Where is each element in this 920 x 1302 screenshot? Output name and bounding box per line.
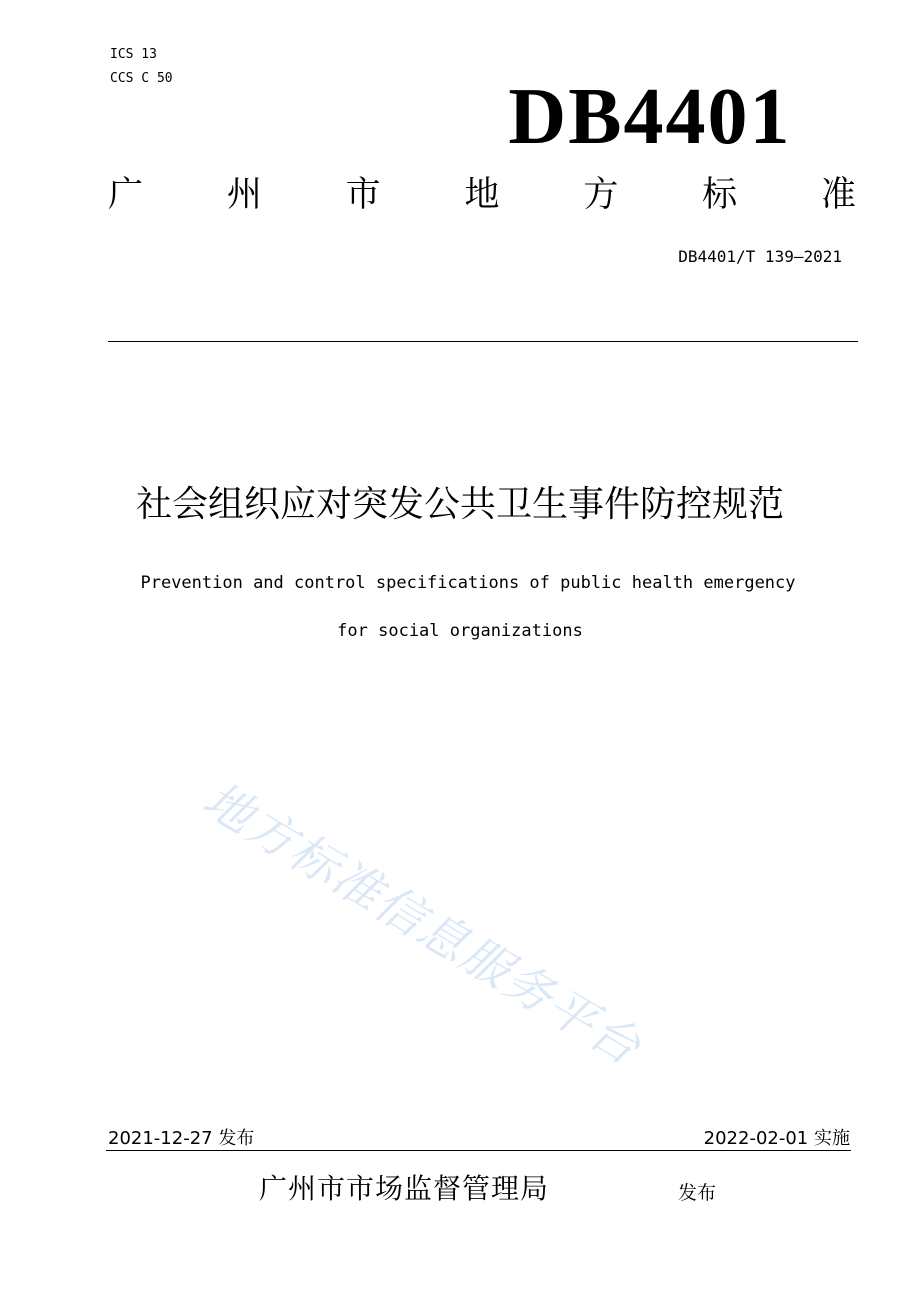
- issue-date: 2021-12-27 发布: [108, 1128, 255, 1149]
- publish-label: 发布: [678, 1182, 717, 1204]
- document-title-chinese: 社会组织应对突发公共卫生事件防控规范: [135, 484, 784, 525]
- standard-type-char: 地: [464, 175, 500, 215]
- document-title-english-line1: Prevention and control specifications of public health emergency: [140, 573, 796, 593]
- ics-code: ICS 13: [110, 47, 157, 62]
- standard-type-char: 州: [226, 175, 262, 215]
- top-divider: [108, 341, 858, 342]
- implementation-date: 2022-02-01 实施: [703, 1128, 850, 1149]
- document-title-english-line2: for social organizations: [337, 621, 583, 641]
- standard-type-char: 准: [820, 175, 856, 215]
- platform-watermark: 地方标准信息服务平台: [193, 771, 651, 1077]
- standard-type-char: 方: [583, 175, 619, 215]
- bottom-divider: [106, 1150, 851, 1151]
- standard-type-char: 市: [345, 175, 381, 215]
- standard-type-heading: [108, 170, 856, 220]
- publisher-name: 广州市市场监督管理局: [259, 1172, 550, 1205]
- standard-type-char: 广: [108, 175, 144, 215]
- standard-number: DB4401/T 139—2021: [678, 247, 842, 266]
- db-standard-logo: DB4401: [508, 73, 792, 161]
- standard-type-char: 标: [702, 175, 738, 215]
- ccs-code: CCS C 50: [110, 71, 173, 86]
